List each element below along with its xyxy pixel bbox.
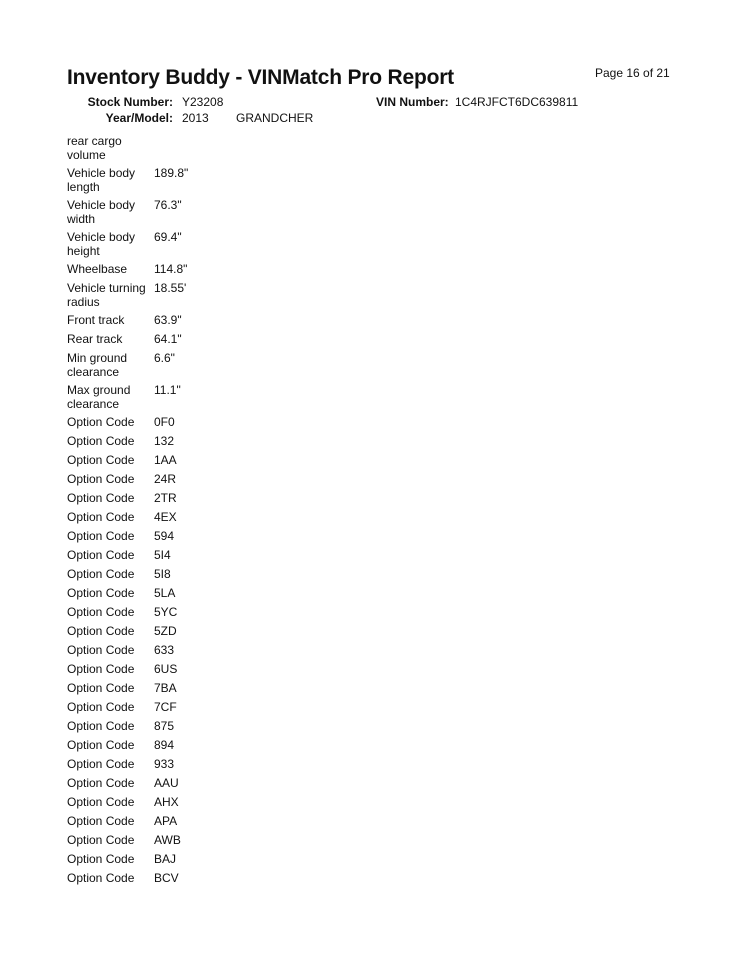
option-code-label-text: Option Code [67,795,135,809]
option-code-value-text: 875 [154,719,175,733]
spec-label-line-1: Front track [67,313,125,327]
option-code-value [154,623,188,642]
spec-label [67,280,154,312]
option-code-value-text: 6US [154,662,178,676]
spec-label-line-2: clearance [67,365,120,379]
option-code-value [154,509,188,528]
spec-row [67,133,188,165]
spec-value [154,133,188,165]
option-code-value [154,832,188,851]
option-code-label-text: Option Code [67,776,135,790]
option-code-label-text: Option Code [67,719,135,733]
option-code-label [67,718,154,737]
option-code-value [154,528,188,547]
option-code-value [154,813,188,832]
option-code-value-text: 7CF [154,700,177,714]
spec-row [67,197,188,229]
option-code-label-text: Option Code [67,681,135,695]
option-code-label [67,452,154,471]
spec-value-text: 114.8" [154,262,188,276]
spec-value [154,331,188,350]
option-code-label-text: Option Code [67,643,135,657]
spec-label [67,350,154,382]
option-code-row [67,490,188,509]
option-code-row [67,661,188,680]
option-code-label-text: Option Code [67,586,135,600]
stock-number-label: Stock Number: [87,95,173,109]
option-code-label-text: Option Code [67,434,135,448]
option-code-value-text: BCV [154,871,179,885]
spec-value [154,165,188,197]
option-code-label [67,832,154,851]
option-code-label [67,851,154,870]
option-code-row [67,794,188,813]
spec-value-text: 18.55' [154,281,187,295]
option-code-value [154,490,188,509]
year-value: 2013 [182,111,209,125]
option-code-row [67,414,188,433]
option-code-value-text: 5I4 [154,548,171,562]
option-code-label-text: Option Code [67,738,135,752]
spec-row [67,280,188,312]
option-code-value [154,547,188,566]
option-code-value-text: 24R [154,472,177,486]
spec-value [154,261,188,280]
option-code-value [154,433,188,452]
option-code-row [67,528,188,547]
spec-label-line-1: Vehicle body [67,166,136,180]
option-code-value [154,661,188,680]
option-code-label [67,509,154,528]
vin-number-label: VIN Number: [376,95,449,109]
option-code-label-text: Option Code [67,757,135,771]
option-code-row [67,547,188,566]
spec-label-line-1: Max ground [67,383,131,397]
spec-label-line-1: Vehicle body [67,198,136,212]
option-code-value [154,604,188,623]
spec-value [154,280,188,312]
option-code-value [154,718,188,737]
option-code-value-text: 5I8 [154,567,171,581]
spec-value-text: 6.6" [154,351,175,365]
option-code-label-text: Option Code [67,852,135,866]
option-code-value-text: 0F0 [154,415,175,429]
option-code-value-text: 5YC [154,605,178,619]
option-code-label [67,775,154,794]
spec-row [67,312,188,331]
option-code-value [154,585,188,604]
option-code-value [154,775,188,794]
option-code-label-text: Option Code [67,453,135,467]
option-code-label [67,661,154,680]
spec-row [67,350,188,382]
spec-value-text: 69.4" [154,230,182,244]
option-code-row [67,452,188,471]
spec-value [154,350,188,382]
option-code-row [67,775,188,794]
option-code-value-text: AAU [154,776,179,790]
option-code-value [154,870,188,889]
option-code-row [67,832,188,851]
option-code-row [67,737,188,756]
spec-label [67,197,154,229]
spec-row [67,331,188,350]
spec-value [154,197,188,229]
option-code-label-text: Option Code [67,529,135,543]
option-code-label [67,604,154,623]
option-code-label-text: Option Code [67,662,135,676]
option-code-value-text: BAJ [154,852,177,866]
spec-value-text: 76.3" [154,198,182,212]
option-code-value-text: 132 [154,434,175,448]
option-code-label-text: Option Code [67,700,135,714]
option-code-label [67,433,154,452]
report-title: Inventory Buddy - VINMatch Pro Report [67,66,454,89]
option-code-row [67,433,188,452]
option-code-value-text: 7BA [154,681,177,695]
option-code-value-text: AHX [154,795,179,809]
option-code-value [154,699,188,718]
option-code-label-text: Option Code [67,472,135,486]
option-code-label-text: Option Code [67,605,135,619]
option-code-label-text: Option Code [67,548,135,562]
spec-row [67,382,188,414]
option-code-label [67,566,154,585]
option-code-value [154,642,188,661]
option-code-label-text: Option Code [67,510,135,524]
vin-number-value: 1C4RJFCT6DC639811 [455,95,579,109]
option-code-row [67,509,188,528]
option-code-label [67,813,154,832]
option-code-label-text: Option Code [67,624,135,638]
option-code-value [154,452,188,471]
option-code-value-text: 1AA [154,453,177,467]
option-code-value-text: 5ZD [154,624,177,638]
option-code-value [154,794,188,813]
option-code-label [67,623,154,642]
spec-label-line-2: height [67,244,100,258]
option-code-value-text: 594 [154,529,175,543]
spec-label-line-1: rear cargo [67,134,122,148]
option-code-label [67,585,154,604]
option-code-value-text: 2TR [154,491,177,505]
option-code-row [67,585,188,604]
option-code-row [67,566,188,585]
option-code-row [67,680,188,699]
spec-value [154,382,188,414]
spec-label [67,133,154,165]
spec-label [67,312,154,331]
option-code-label [67,870,154,889]
option-code-value-text: APA [154,814,178,828]
option-code-value [154,737,188,756]
spec-label-line-2: width [67,212,96,226]
option-code-value [154,851,188,870]
option-code-label-text: Option Code [67,491,135,505]
option-code-row [67,623,188,642]
spec-value-text: 63.9" [154,313,182,327]
option-code-value-text: 894 [154,738,175,752]
option-code-value [154,414,188,433]
spec-row [67,261,188,280]
option-code-value [154,756,188,775]
option-code-label [67,528,154,547]
option-code-row [67,718,188,737]
option-code-row [67,813,188,832]
spec-label-line-2: volume [67,148,106,162]
spec-value [154,312,188,331]
model-value: GRANDCHER [236,111,314,125]
option-code-label [67,414,154,433]
stock-number-value: Y23208 [182,95,224,109]
option-code-value [154,566,188,585]
spec-value-text: 11.1" [154,383,181,397]
option-code-label [67,490,154,509]
option-code-label [67,756,154,775]
spec-label [67,261,154,280]
spec-label-line-1: Vehicle turning [67,281,146,295]
option-code-label [67,471,154,490]
option-code-label-text: Option Code [67,871,135,885]
option-code-label-text: Option Code [67,814,135,828]
option-code-label [67,680,154,699]
option-code-row [67,851,188,870]
option-code-label [67,794,154,813]
spec-value [154,229,188,261]
option-code-row [67,756,188,775]
option-code-label [67,737,154,756]
option-code-value [154,471,188,490]
option-code-label-text: Option Code [67,833,135,847]
spec-label-line-2: length [67,180,100,194]
spec-label-line-1: Rear track [67,332,123,346]
option-code-value-text: 5LA [154,586,176,600]
option-code-label-text: Option Code [67,415,135,429]
spec-label-line-1: Wheelbase [67,262,128,276]
spec-label-line-1: Min ground [67,351,128,365]
spec-label [67,165,154,197]
option-code-label [67,642,154,661]
option-code-value-text: 633 [154,643,175,657]
spec-label [67,382,154,414]
spec-value-text: 64.1" [154,332,182,346]
option-code-label-text: Option Code [67,567,135,581]
option-code-row [67,604,188,623]
spec-label-line-1: Vehicle body [67,230,136,244]
option-code-label [67,699,154,718]
option-code-value-text: AWB [154,833,181,847]
spec-table [67,133,188,889]
page-number: Page 16 of 21 [595,66,670,80]
option-code-value-text: 4EX [154,510,177,524]
option-code-row [67,471,188,490]
spec-label-line-2: radius [67,295,100,309]
spec-value-text: 189.8" [154,166,189,180]
spec-label-line-2: clearance [67,397,120,411]
option-code-label [67,547,154,566]
spec-label [67,229,154,261]
option-code-row [67,699,188,718]
option-code-value-text: 933 [154,757,175,771]
option-code-row [67,642,188,661]
spec-label [67,331,154,350]
option-code-value [154,680,188,699]
spec-row [67,165,188,197]
spec-row [67,229,188,261]
spec-value-text [154,133,188,134]
option-code-row [67,870,188,889]
year-model-label: Year/Model: [105,111,173,125]
